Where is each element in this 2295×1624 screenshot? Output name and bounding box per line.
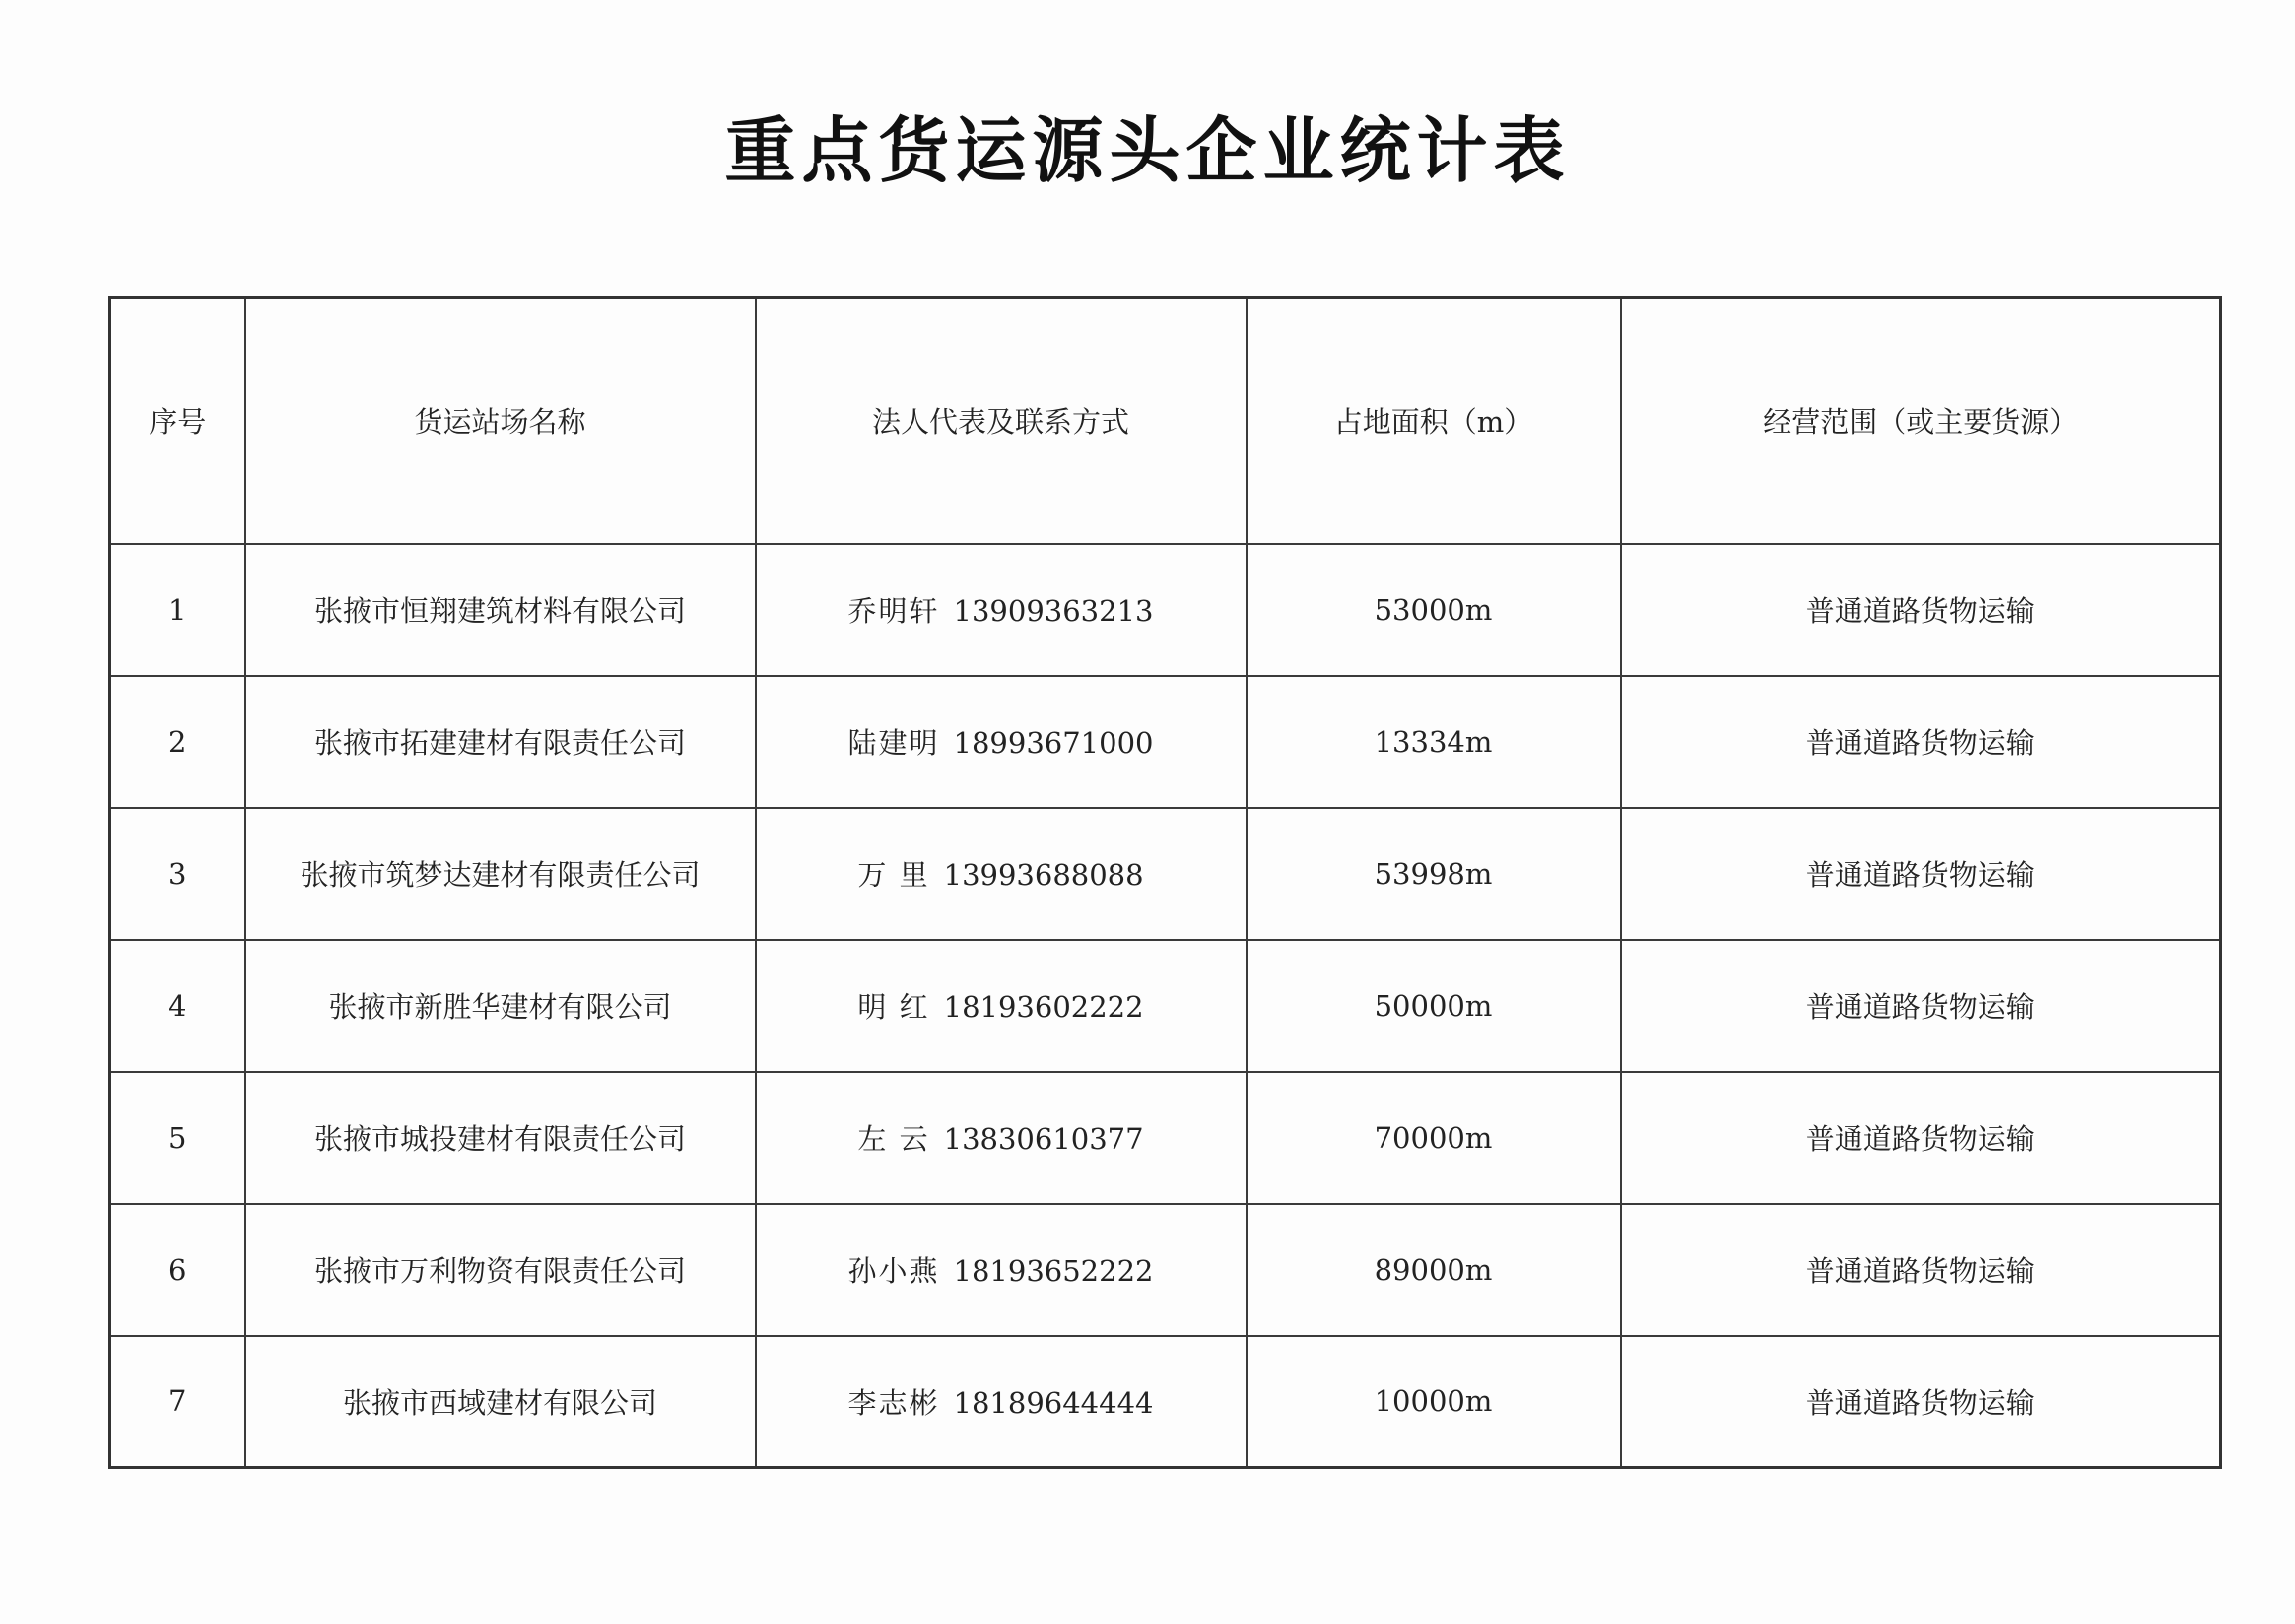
table-header-row	[110, 298, 2221, 544]
representative-name: 乔明轩	[847, 594, 940, 628]
cell-area: 13334m	[1247, 676, 1621, 808]
phone-number: 13830610377	[943, 1122, 1144, 1156]
cell-business-scope: 普通道路货物运输	[1621, 544, 2221, 676]
representative-name: 孙小燕	[847, 1254, 940, 1288]
cell-representative-contact	[756, 940, 1247, 1072]
cell-serial: 4	[110, 940, 245, 1072]
cell-area: 50000m	[1247, 940, 1621, 1072]
cell-station-name: 张掖市西域建材有限公司	[245, 1336, 756, 1468]
cell-representative-contact	[756, 808, 1247, 940]
cell-serial: 2	[110, 676, 245, 808]
cell-representative-contact	[756, 1336, 1247, 1468]
cell-representative-contact	[756, 676, 1247, 808]
cell-serial: 1	[110, 544, 245, 676]
table-row	[110, 676, 2221, 808]
cell-business-scope: 普通道路货物运输	[1621, 676, 2221, 808]
cell-serial: 7	[110, 1336, 245, 1468]
cell-business-scope: 普通道路货物运输	[1621, 1204, 2221, 1336]
representative-name: 明 红	[857, 990, 930, 1024]
phone-number: 18993671000	[953, 726, 1154, 760]
phone-number: 18193602222	[943, 990, 1144, 1024]
cell-representative-contact	[756, 1072, 1247, 1204]
cell-business-scope: 普通道路货物运输	[1621, 1336, 2221, 1468]
table-row	[110, 544, 2221, 676]
header-area: 占地面积（m）	[1247, 298, 1621, 544]
cell-area: 70000m	[1247, 1072, 1621, 1204]
cell-business-scope: 普通道路货物运输	[1621, 940, 2221, 1072]
cell-representative-contact	[756, 544, 1247, 676]
cell-area: 89000m	[1247, 1204, 1621, 1336]
phone-number: 18189644444	[953, 1386, 1154, 1420]
table-row	[110, 1336, 2221, 1468]
representative-name: 万 里	[857, 858, 930, 892]
cell-serial: 3	[110, 808, 245, 940]
cell-station-name: 张掖市拓建建材有限责任公司	[245, 676, 756, 808]
cell-area: 10000m	[1247, 1336, 1621, 1468]
cell-area: 53000m	[1247, 544, 1621, 676]
representative-name: 左 云	[857, 1122, 930, 1156]
table-row	[110, 1072, 2221, 1204]
phone-number: 13993688088	[943, 858, 1144, 892]
cell-area: 53998m	[1247, 808, 1621, 940]
cell-station-name: 张掖市恒翔建筑材料有限公司	[245, 544, 756, 676]
cell-serial: 5	[110, 1072, 245, 1204]
phone-number: 18193652222	[953, 1254, 1154, 1288]
table-row	[110, 1204, 2221, 1336]
cell-station-name: 张掖市新胜华建材有限公司	[245, 940, 756, 1072]
page-title: 重点货运源头企业统计表	[724, 109, 1571, 192]
cell-serial: 6	[110, 1204, 245, 1336]
representative-name: 李志彬	[847, 1386, 940, 1420]
representative-name: 陆建明	[847, 726, 940, 760]
enterprise-stats-table	[108, 296, 2222, 1469]
cell-business-scope: 普通道路货物运输	[1621, 1072, 2221, 1204]
cell-business-scope: 普通道路货物运输	[1621, 808, 2221, 940]
table-row	[110, 808, 2221, 940]
cell-station-name: 张掖市筑梦达建材有限责任公司	[245, 808, 756, 940]
cell-station-name: 张掖市万利物资有限责任公司	[245, 1204, 756, 1336]
header-serial: 序号	[110, 298, 245, 544]
phone-number: 13909363213	[953, 594, 1154, 628]
header-representative-contact: 法人代表及联系方式	[756, 298, 1247, 544]
header-business-scope: 经营范围（或主要货源）	[1621, 298, 2221, 544]
cell-station-name: 张掖市城投建材有限责任公司	[245, 1072, 756, 1204]
table-row	[110, 940, 2221, 1072]
cell-representative-contact	[756, 1204, 1247, 1336]
header-station-name: 货运站场名称	[245, 298, 756, 544]
